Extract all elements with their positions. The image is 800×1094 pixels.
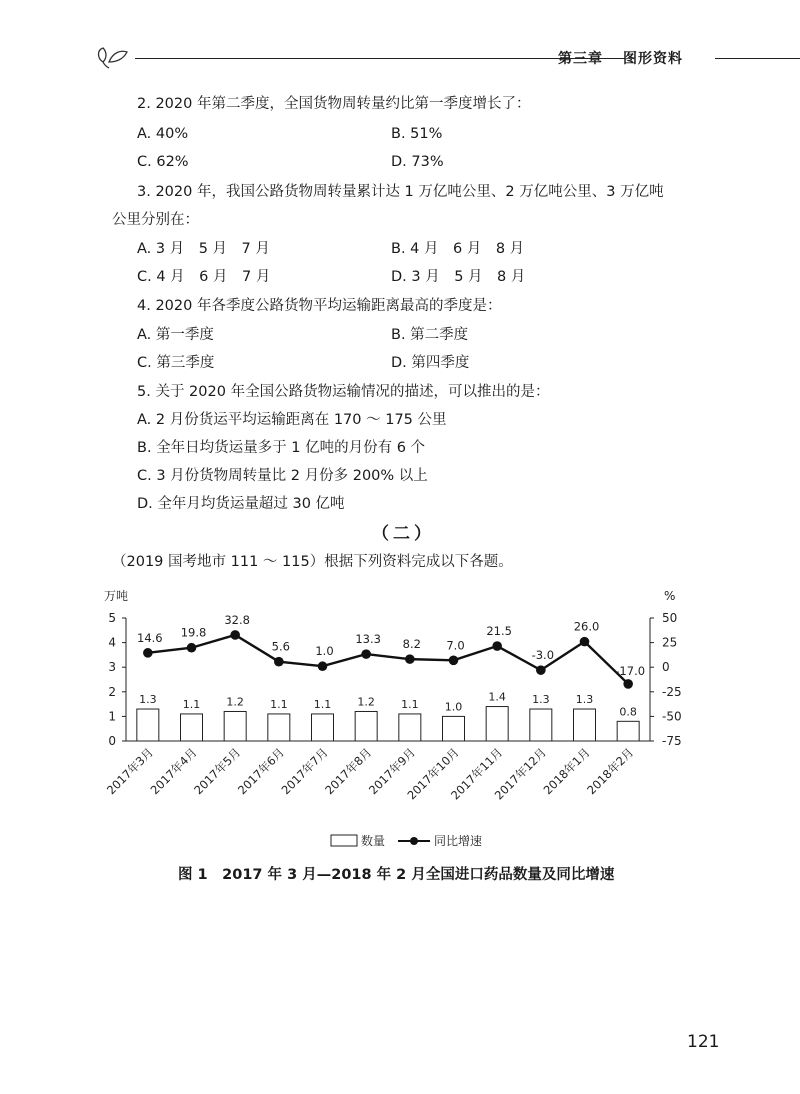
bar-value-label: 1.2 [357, 695, 375, 709]
combo-chart [0, 578, 800, 868]
growth-rate-label: 7.0 [446, 638, 465, 653]
category-label: 2017年4月 [147, 745, 200, 798]
header-rule-left [135, 58, 625, 59]
legend-bar-label: 数量 [361, 834, 386, 848]
growth-rate-point [536, 665, 546, 675]
bar-value-label: 1.3 [575, 693, 594, 707]
question-2-option-d: D. 73% [391, 154, 444, 170]
growth-rate-point [187, 643, 197, 653]
growth-rate-label: 14.6 [137, 630, 163, 645]
bar-value-label: 1.2 [226, 695, 244, 709]
growth-rate-point [623, 679, 633, 689]
question-5-option-a: A. 2 月份货运平均运输距离在 170 ～ 175 公里 [137, 412, 447, 428]
right-tick-label: -25 [662, 684, 682, 699]
left-tick-label: 4 [108, 635, 116, 650]
category-label: 2017年10月 [404, 745, 462, 803]
growth-rate-label: 1.0 [315, 644, 334, 659]
section-title: （二） [372, 524, 435, 544]
category-label: 2017年7月 [278, 745, 331, 798]
growth-rate-point [361, 649, 371, 659]
question-4-option-a: A. 第一季度 [137, 327, 214, 343]
bar [355, 711, 377, 741]
bar-value-label: 1.1 [313, 697, 332, 711]
bar-value-label: 1.3 [532, 693, 550, 707]
legend-bar-swatch [331, 835, 357, 846]
question-2-option-c: C. 62% [137, 154, 189, 170]
growth-rate-label: 19.8 [180, 625, 207, 640]
bar-value-label: 1.3 [139, 693, 157, 707]
chapter-heading [558, 48, 703, 68]
growth-rate-line [148, 635, 628, 684]
question-4-option-c: C. 第三季度 [137, 355, 215, 371]
question-5-stem: 5. 关于 2020 年全国公路货物运输情况的描述，可以推出的是： [137, 384, 550, 400]
question-2-option-b: B. 51% [391, 126, 443, 142]
growth-rate-point [580, 637, 590, 647]
right-tick-label: 0 [662, 660, 670, 675]
category-label: 2017年6月 [234, 745, 287, 798]
question-5-option-b: B. 全年日均货运量多于 1 亿吨的月份有 6 个 [137, 440, 426, 456]
growth-rate-label: 21.5 [486, 624, 512, 639]
bar [137, 709, 159, 741]
right-axis-unit: % [664, 589, 676, 603]
question-2-option-a: A. 40% [137, 126, 189, 142]
right-tick-label: -75 [662, 734, 682, 748]
growth-rate-point [143, 648, 153, 658]
bar-value-label: 1.1 [182, 697, 201, 711]
bar [617, 721, 639, 741]
growth-rate-label: 32.8 [224, 612, 250, 627]
question-3-stem-line1: 3. 2020 年，我国公路货物周转量累计达 1 万亿吨公里、2 万亿吨公里、3 万亿吨 [137, 184, 664, 200]
question-2-stem: 2. 2020 年第二季度，全国货物周转量约比第一季度增长了： [137, 96, 531, 112]
legend-line-label: 同比增速 [434, 834, 483, 848]
growth-rate-point [492, 641, 502, 651]
bar [443, 716, 465, 741]
growth-rate-point [449, 656, 459, 666]
bar [268, 714, 290, 741]
bar [574, 709, 596, 741]
growth-rate-label: -3.0 [531, 648, 555, 663]
right-tick-label: 50 [662, 611, 678, 625]
left-tick-label: 3 [108, 660, 116, 675]
bar-value-label: 0.8 [619, 705, 637, 719]
growth-rate-point [274, 657, 284, 667]
category-label: 2017年9月 [365, 745, 418, 798]
section-intro: （2019 国考地市 111 ～ 115）根据下列资料完成以下各题。 [112, 554, 513, 570]
right-tick-label: -50 [662, 709, 682, 724]
section-label: 图形资料 [623, 51, 683, 67]
growth-rate-label: 13.3 [355, 632, 381, 647]
left-tick-label: 5 [108, 611, 116, 625]
bar [530, 709, 552, 741]
growth-rate-label: 26.0 [573, 619, 600, 634]
growth-rate-label: 5.6 [271, 639, 290, 654]
question-4-option-b: B. 第二季度 [391, 327, 469, 343]
bar-value-label: 1.4 [488, 690, 506, 704]
bar [181, 714, 203, 741]
question-3-option-b: B. 4 月 6 月 8 月 [391, 241, 525, 257]
category-label: 2017年3月 [103, 745, 156, 798]
question-4-option-d: D. 第四季度 [391, 355, 470, 371]
question-3-option-a: A. 3 月 5 月 7 月 [137, 241, 270, 257]
question-3-stem-line2: 公里分别在： [112, 212, 199, 228]
bar-value-label: 1.1 [270, 697, 288, 711]
category-label: 2017年8月 [322, 745, 375, 798]
figure-caption: 图 1 2017 年 3 月—2018 年 2 月全国进口药品数量及同比增速 [178, 867, 615, 883]
growth-rate-label: -17.0 [615, 663, 646, 678]
growth-rate-point [405, 654, 415, 664]
question-5-option-d: D. 全年月均货运量超过 30 亿吨 [137, 496, 345, 512]
right-tick-label: 25 [662, 635, 678, 650]
header-rule-right [715, 58, 800, 59]
category-label: 2018年1月 [540, 745, 593, 798]
category-label: 2018年2月 [584, 745, 637, 798]
growth-rate-point [230, 630, 240, 640]
bar [312, 714, 334, 741]
category-label: 2017年11月 [448, 745, 506, 803]
leaf-ornament-icon [95, 44, 131, 72]
bar [399, 714, 421, 741]
left-tick-label: 0 [108, 734, 116, 748]
page-header [95, 44, 725, 74]
page-number: 121 [687, 1032, 720, 1052]
question-3-option-c: C. 4 月 6 月 7 月 [137, 269, 271, 285]
bar [486, 707, 508, 741]
growth-rate-point [318, 661, 328, 671]
question-5-option-c: C. 3 月份货物周转量比 2 月份多 200% 以上 [137, 468, 428, 484]
growth-rate-label: 8.2 [402, 637, 421, 652]
legend-line-marker [410, 837, 418, 845]
left-tick-label: 2 [108, 684, 116, 699]
category-label: 2017年5月 [191, 745, 244, 798]
chapter-label: 第三章 [558, 51, 603, 67]
bar-value-label: 1.0 [444, 700, 463, 714]
left-tick-label: 1 [108, 709, 116, 724]
category-label: 2017年12月 [491, 745, 549, 803]
question-3-option-d: D. 3 月 5 月 8 月 [391, 269, 526, 285]
question-4-stem: 4. 2020 年各季度公路货物平均运输距离最高的季度是： [137, 298, 502, 314]
left-axis-unit: 万吨 [104, 589, 129, 603]
bar-value-label: 1.1 [401, 697, 419, 711]
bar [224, 711, 246, 741]
